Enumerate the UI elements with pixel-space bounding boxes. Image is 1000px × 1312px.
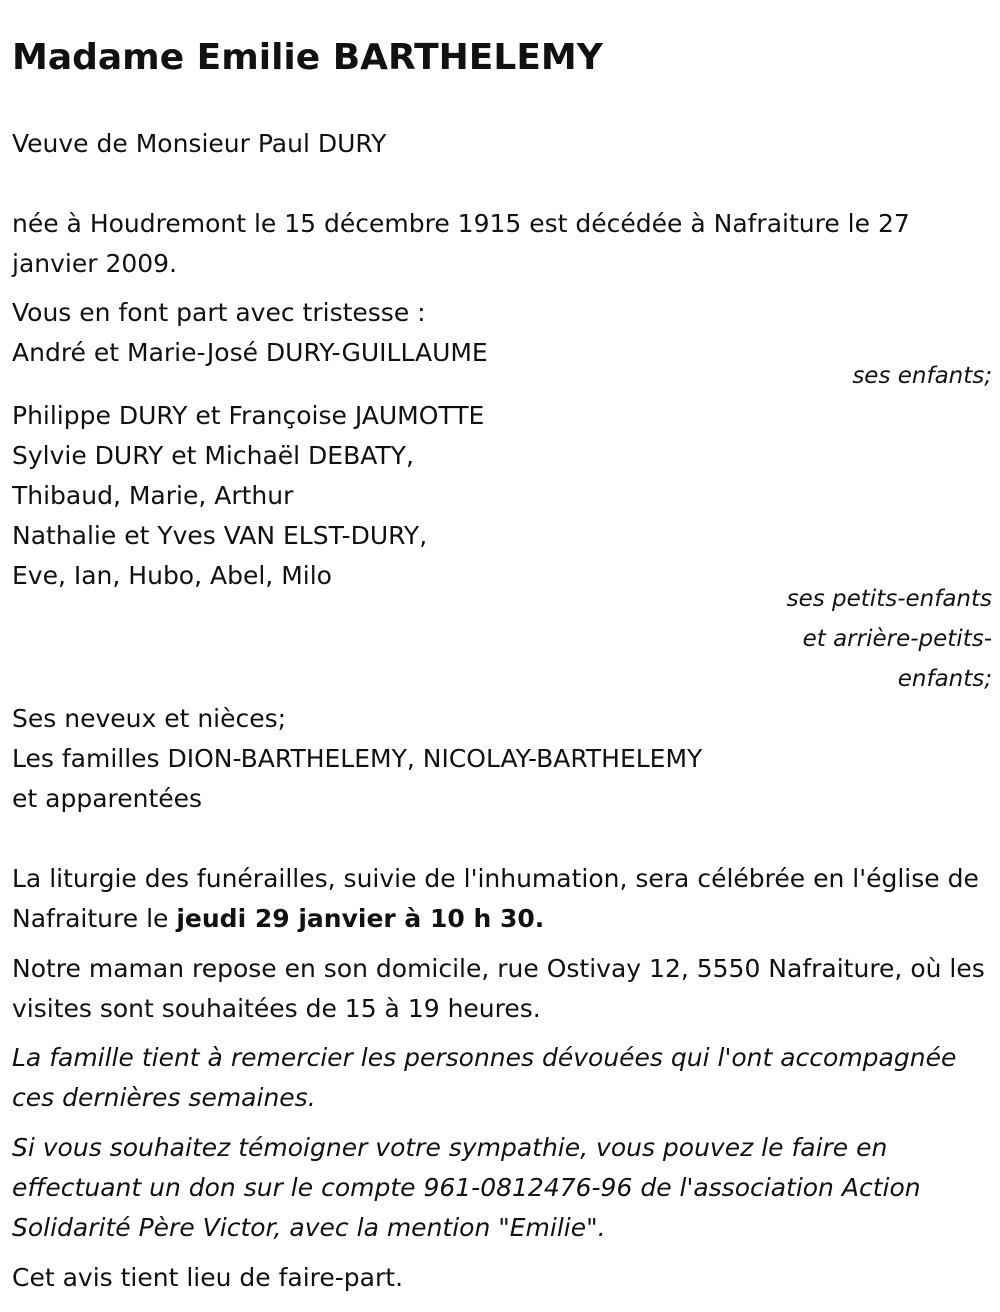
birth-death-paragraph: née à Houdremont le 15 décembre 1915 est décédée à Nafraiture le 27 janvier 2009.	[12, 209, 910, 278]
grandchildren-line-4: Nathalie et Yves VAN ELST-DURY,	[12, 521, 428, 550]
announce-intro: Vous en font part avec tristesse :	[12, 298, 426, 327]
children-line: André et Marie-José DURY-GUILLAUME	[12, 338, 488, 367]
liturgy-paragraph	[12, 859, 992, 939]
relatives-line-2: Les familles DION-BARTHELEMY, NICOLAY-BARTHELEMY	[12, 744, 703, 773]
widow-of-line: Veuve de Monsieur Paul DURY	[12, 129, 387, 158]
grandchildren-label-3: enfants;	[897, 666, 992, 692]
children-label: ses enfants;	[852, 363, 992, 389]
grandchildren-label-1: ses petits-enfants	[786, 586, 992, 612]
liturgy-date: jeudi 29 janvier à 10 h 30.	[176, 904, 545, 933]
closing-line: Cet avis tient lieu de faire-part.	[12, 1263, 404, 1292]
liturgy-text: La liturgie des funérailles, suivie de l'inhumation, sera célébrée en l'église de Nafraiture le	[12, 864, 979, 933]
grandchildren-line-5: Eve, Ian, Hubo, Abel, Milo	[12, 561, 332, 590]
grandchildren-line-1: Philippe DURY et Françoise JAUMOTTE	[12, 401, 485, 430]
repose-paragraph: Notre maman repose en son domicile, rue Ostivay 12, 5550 Nafraiture, où les visites sont souhaitées de 15 à 19 heures.	[12, 954, 985, 1023]
notice-title: Madame Emilie BARTHELEMY	[12, 37, 603, 78]
grandchildren-label-2: et arrière-petits-	[802, 626, 992, 652]
relatives-line-1: Ses neveux et nièces;	[12, 704, 287, 733]
relatives-line-3: et apparentées	[12, 784, 203, 813]
grandchildren-line-3: Thibaud, Marie, Arthur	[12, 481, 294, 510]
thanks-paragraph: La famille tient à remercier les personnes dévouées qui l'ont accompagnée ces dernières semaines.	[12, 1043, 957, 1112]
grandchildren-line-2: Sylvie DURY et Michaël DEBATY,	[12, 441, 414, 470]
donation-paragraph: Si vous souhaitez témoigner votre sympathie, vous pouvez le faire en effectuant un don sur le compte 961-0812476-96 de l'association Action Solidarité Père Victor, avec la mention "Emilie".	[12, 1133, 921, 1242]
